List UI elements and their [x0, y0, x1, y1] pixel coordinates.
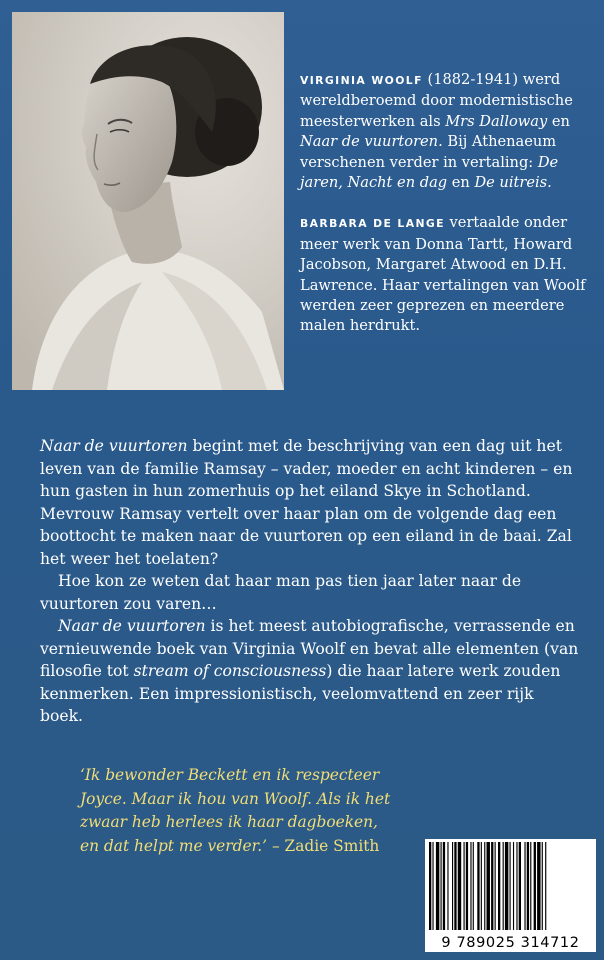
- barcode-bar: [466, 842, 468, 930]
- author-name: VIRGINIA WOOLF: [300, 74, 423, 87]
- barcode-bar: [534, 842, 536, 930]
- barcode-bar: [516, 842, 517, 930]
- blurb-paragraph-3: Naar de vuurtoren is het meest autobiografische, verrassende en vernieuwende boek van Virginia Woolf en bevat alle elementen (van filosofie tot stream of consciousness) die haar latere werk zouden kenmerken. Een impressionistisch, veelomvattend en zeer rijk boek.: [40, 617, 579, 725]
- blurb-paragraph-1: Naar de vuurtoren begint met de beschrijving van een dag uit het leven van de familie Ramsay – vader, moeder en acht kinderen – en hun gasten in hun zomerhuis op het eiland Skye in Schotland. Mevrouw Ramsay vertelt over haar plan om de volgende dag een boottocht te maken naar de vuurtoren op een eiland in de baai. Zal het weer het toelaten?: [40, 437, 573, 568]
- barcode-bar: [447, 842, 448, 930]
- author-bio: VIRGINIA WOOLF (1882-1941) werd wereldberoemd door modernistische meesterwerken als Mrs Dalloway en Naar de vuurtoren. Bij Athenaeum verschenen verder in vertaling: De jaren, Nacht en dag en De uitreis.: [300, 71, 573, 192]
- translator-name: BARBARA DE LANGE: [300, 217, 445, 231]
- barcode-bar: [464, 842, 465, 930]
- barcode-bar: [481, 842, 482, 930]
- blurb-paragraph-2: Hoe kon ze weten dat haar man pas tien jaar later naar de vuurtoren zou varen…: [40, 572, 522, 613]
- barcode-bar: [432, 842, 433, 930]
- barcode-bar: [513, 842, 514, 930]
- barcode-bars: [429, 842, 592, 930]
- review-quote: ‘Ik bewonder Beckett en ik respecteer Joyce. Maar ik hou van Woolf. Als ik het zwaar heb herlees ik haar dagboeken, en dat helpt me verder.’ – Zadie Smith: [80, 766, 391, 855]
- barcode-bar: [477, 842, 479, 930]
- author-bio-section: [300, 70, 596, 337]
- barcode-bar: [491, 842, 493, 930]
- barcode-bar: [524, 842, 525, 930]
- barcode-bar: [473, 842, 474, 930]
- barcode-bar: [519, 842, 521, 930]
- quote-attribution: – Zadie Smith: [267, 836, 380, 855]
- barcode-bar: [454, 842, 456, 930]
- barcode-bar: [441, 842, 442, 930]
- isbn-barcode: [425, 839, 596, 952]
- isbn-digits: 9 789025 314712: [441, 935, 580, 951]
- barcode-bar: [545, 842, 546, 930]
- barcode-bar: [443, 842, 445, 930]
- barcode-bar: [458, 842, 461, 930]
- barcode-bar: [436, 842, 439, 930]
- barcode-bar: [505, 842, 508, 930]
- barcode-bar: [429, 842, 431, 930]
- barcode-bar: [487, 842, 490, 930]
- barcode-bar: [495, 842, 496, 930]
- barcode-bar: [537, 842, 540, 930]
- barcode-bar: [527, 842, 529, 930]
- author-portrait-photo: [12, 12, 284, 390]
- barcode-bar: [470, 842, 471, 930]
- barcode-bar: [510, 842, 511, 930]
- barcode-bar: [452, 842, 453, 930]
- barcode-bar: [503, 842, 504, 930]
- barcode-bar: [530, 842, 531, 930]
- book-blurb: [40, 435, 580, 728]
- barcode-bar: [484, 842, 485, 930]
- translator-bio: BARBARA DE LANGE vertaalde onder meer werk van Donna Tartt, Howard Jacobson, Margaret Atwood en D.H. Lawrence. Haar vertalingen van Woolf werden zeer geprezen en meerdere malen herdrukt.: [300, 214, 586, 335]
- barcode-bar: [498, 842, 500, 930]
- barcode-bar: [542, 842, 543, 930]
